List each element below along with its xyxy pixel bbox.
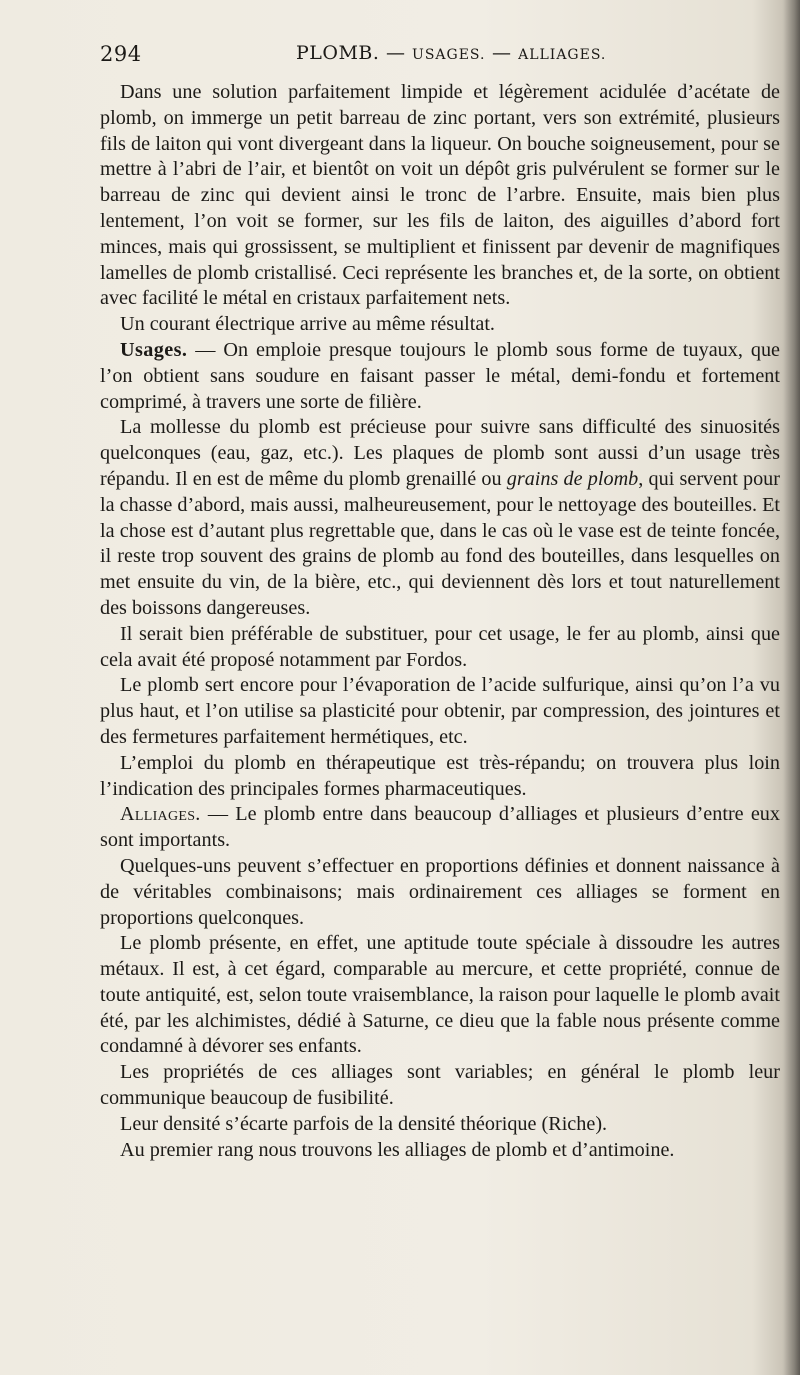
paragraph: Le plomb présente, en effet, une aptitude toute spéciale à dissoudre les autres métaux. Il est, à cet égard, comparable au mercure, et cette propriété, connue de toute antiquité, est, selon toute vraisemblance, la raison pour laquelle le plomb avait été, par les alchimistes, dédié à Saturne, ce dieu que la fable nous présente comme condamné à dévorer ses enfants. <box>100 932 780 1058</box>
header-dash: — <box>385 42 406 64</box>
running-header <box>100 42 790 76</box>
section-label-usages: Usages. <box>120 338 188 361</box>
paragraph: Dans une solution parfaitement limpide et légèrement acidulée d’acétate de plomb, on immerge un petit barreau de zinc portant, vers son extrémité, plusieurs fils de laiton qui vont divergeant dans la liqueur. On bouche soigneusement, pour se mettre à l’abri de l’air, et bientôt on voit un dépôt gris pulvérulent se former sur le barreau de zinc qui devient ainsi le tronc de l’arbre. Ensuite, mais bien plus lentement, l’on voit se former, sur les fils de laiton, des aiguilles d’abord fort minces, mais qui grossissent, se multiplient et finissent par devenir de magnifiques lamelles de plomb cristallisé. Ceci représente les branches et, de la sorte, on obtient avec facilité le métal en cristaux parfaitement nets. <box>100 81 780 310</box>
section-usages: USAGES. <box>412 47 486 63</box>
paragraph-alliages <box>100 802 780 854</box>
paragraph: Un courant électrique arrive au même résultat. <box>120 313 495 336</box>
body-text <box>100 80 780 1163</box>
italic-term: grains de plomb <box>506 467 639 490</box>
header-dash: — <box>492 42 512 64</box>
paragraph <box>100 415 780 621</box>
paragraph-text: — Le plomb entre dans beaucoup d’alliages et plusieurs d’entre eux sont importants. <box>100 803 780 852</box>
paragraph-usages <box>100 338 780 415</box>
section-alliages: ALLIAGES. <box>518 47 607 63</box>
page-number: 294 <box>100 42 142 66</box>
section-label-alliages: Alliages. <box>120 803 201 826</box>
paragraph: Le plomb sert encore pour l’évaporation de l’acide sulfurique, ainsi qu’on l’a vu plus haut, et l’on utilise sa plasticité pour obtenir, par compression, des jointures et des fermetures parfaitement hermétiques, etc. <box>100 674 780 748</box>
paragraph-text: La mollesse du plomb est précieuse pour suivre sans difficulté des sinuosités quelconques (eau, gaz, etc.). Les plaques de plomb sont aussi d’un usage très répandu. Il en est de même du plomb grenaillé ou <box>100 416 780 490</box>
paragraph-text: — On emploie presque toujours le plomb sous forme de tuyaux, que l’on obtient sans soudure en faisant passer le métal, demi-fondu et fortement comprimé, à travers une sorte de filière. <box>100 338 780 413</box>
binding-shadow <box>782 0 800 1375</box>
paragraph: Il serait bien préférable de substituer, pour cet usage, le fer au plomb, ainsi que cela avait été proposé notamment par Fordos. <box>100 622 780 671</box>
paragraph: Quelques-uns peuvent s’effectuer en proportions définies et donnent naissance à de véritables combinaisons; mais ordinairement ces alliages se forment en proportions quelconques. <box>100 854 780 929</box>
paragraph: Les propriétés de ces alliages sont variables; en général le plomb leur communique beaucoup de fusibilité. <box>100 1061 780 1110</box>
paragraph-text: , qui servent pour la chasse d’abord, mais aussi, malheureusement, pour le nettoyage des bouteilles. Et la chose est d’autant plus regrettable que, dans le cas où le vase est de teinte foncée, il reste trop souvent des grains de plomb au fond des bouteilles, dans lesquelles on met ensuite du vin, de la bière, etc., qui deviennent dès lors et tout naturellement des boissons dangereuses. <box>100 467 781 619</box>
paragraph: L’emploi du plomb en thérapeutique est très-répandu; on trouvera plus loin l’indication des principales formes pharmaceutiques. <box>100 751 780 800</box>
paragraph: Leur densité s’écarte parfois de la densité théorique (Riche). <box>120 1112 608 1135</box>
paragraph: Au premier rang nous trouvons les alliages de plomb et d’antimoine. <box>120 1138 675 1161</box>
chapter-title: PLOMB. <box>296 42 380 64</box>
running-title <box>296 42 606 64</box>
